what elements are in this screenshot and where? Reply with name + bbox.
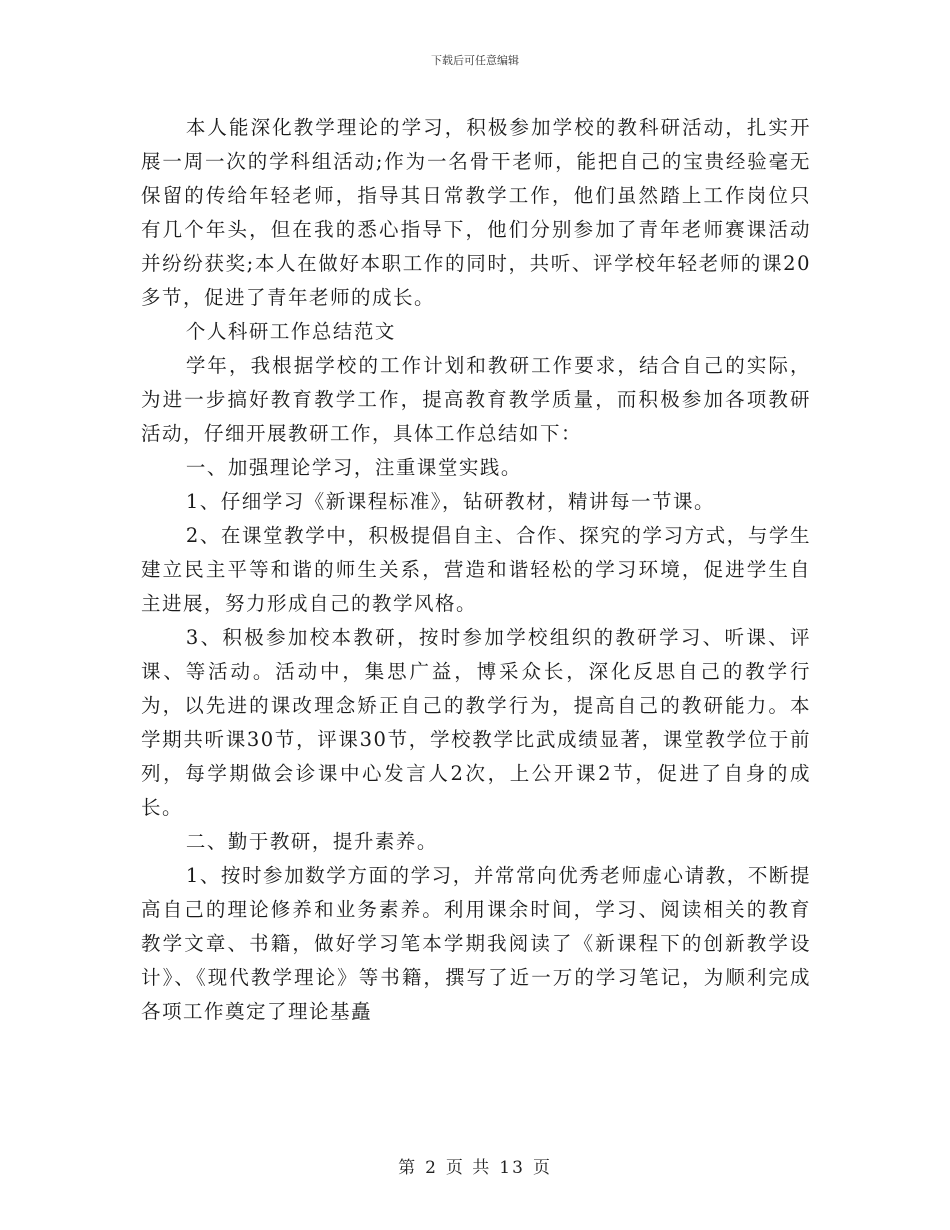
page-header-note: 下载后可任意编辑 [431,54,519,67]
list-item-research-1: 1、按时参加数学方面的学习，并常常向优秀老师虚心请教，不断提高自己的理论修养和业务素养。利用课余时间，学习、阅读相关的教育教学文章、书籍，做好学习笔本学期我阅读了《新课程下的创新教学设计》、《现代教学理论》等书籍，撰写了近一万的学习笔记，为顺利完成各项工作奠定了理论基矗 [141,864,811,1023]
footer-suffix: 页 [532,1158,552,1178]
list-item-2: 2、在课堂教学中，积极提倡自主、合作、探究的学习方式，与学生建立民主平等和谐的师生关系，营造和谐轻松的学习环境，促进学生自主进展，努力形成自己的教学风格。 [141,524,811,615]
document-body [141,111,811,1029]
list-item-3: 3、积极参加校本教研，按时参加学校组织的教研学习、听课、评课、等活动。活动中，集思广益，博采众长，深化反思自己的教学行为，以先进的课改理念矫正自己的教学行为，提高自己的教研能力。本学期共听课30节，评课30节，学校教学比武成绩显著，课堂教学位于前列，每学期做会诊课中心发言人2次，上公开课2节，促进了自身的成长。 [141,626,811,819]
paragraph-teacher-mentoring: 本人能深化教学理论的学习，积极参加学校的教科研活动，扎实开展一周一次的学科组活动;作为一名骨干老师，能把自己的宝贵经验毫无保留的传给年轻老师，指导其日常教学工作，他们虽然踏上工作岗位只有几个年头，但在我的悉心指导下，他们分别参加了青年老师赛课活动并纷纷获奖;本人在做好本职工作的同时，共听、评学校年轻老师的课20多节，促进了青年老师的成长。 [141,116,811,309]
footer-middle: 页 共 [445,1158,492,1178]
footer-total-pages: 13 [499,1158,525,1178]
footer-prefix: 第 [398,1158,418,1178]
list-item-1: 1、仔细学习《新课程标准》，钻研教材，精讲每一节课。 [185,490,716,513]
footer-page-number: 2 [425,1158,438,1178]
section-title: 个人科研工作总结范文 [185,320,396,343]
heading-theory-study: 一、加强理论学习，注重课堂实践。 [185,456,522,479]
page-footer [0,1153,950,1178]
paragraph-intro: 学年，我根据学校的工作计划和教研工作要求，结合自己的实际，为进一步搞好教育教学工作，提高教育教学质量，而积极参加各项教研活动，仔细开展教研工作，具体工作总结如下： [141,354,811,445]
heading-research: 二、勤于教研，提升素养。 [185,830,438,853]
